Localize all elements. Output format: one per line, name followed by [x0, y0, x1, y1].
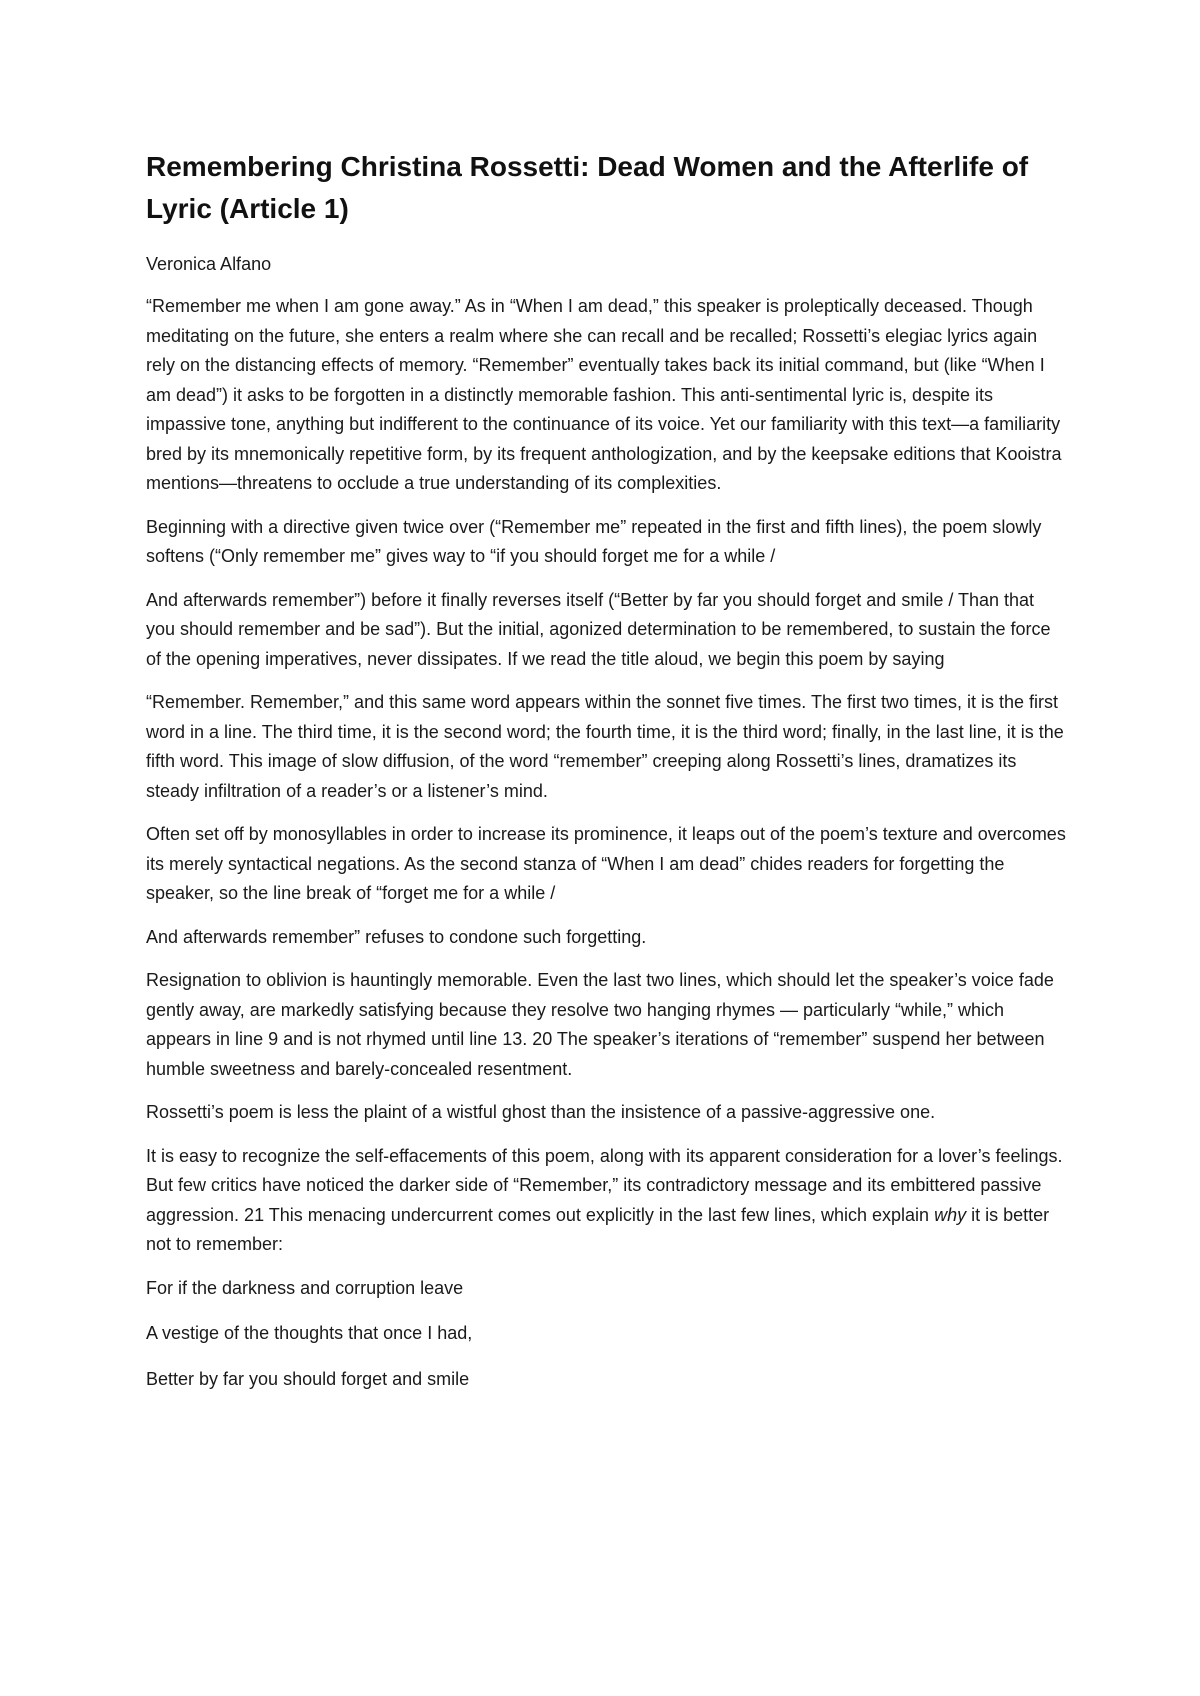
- paragraph-9-text-after: it is better not to remember:: [146, 1204, 1050, 1254]
- verse-line-3: Better by far you should forget and smile: [146, 1368, 470, 1389]
- paragraph-4: “Remember. Remember,” and this same word appears within the sonnet five times. The first two times, it is the first word in a line. The third time, it is the second word; the fourth time, it is the third word; finally, in the last line, it is the fifth word. This image of slow diffusion, of the word “remember” creeping along Rossetti’s lines, dramatizes its steady infiltration of a reader’s or a listener’s mind.: [146, 692, 1064, 801]
- paragraph-6: And afterwards remember” refuses to condone such forgetting.: [146, 926, 647, 947]
- paragraph-1: “Remember me when I am gone away.” As in “When I am dead,” this speaker is proleptically deceased. Though meditating on the future, she enters a realm where she can recall and be recalled; Rossetti’s elegiac lyrics again rely on the distancing effects of memory. “Remember” eventually takes back its initial command, but (like “When I am dead”) it asks to be forgotten in a distinctly memorable fashion. This anti-sentimental lyric is, despite its impassive tone, anything but indifferent to the continuance of its voice. Yet our familiarity with this text—a familiarity bred by its mnemonically repetitive form, by its frequent anthologization, and by the keepsake editions that Kooistra mentions—threatens to occlude a true understanding of its complexities.: [146, 296, 1062, 493]
- paragraph-9: [146, 1142, 1066, 1260]
- verse-line-1: For if the darkness and corruption leave: [146, 1277, 464, 1298]
- paragraph-7: Resignation to oblivion is hauntingly memorable. Even the last two lines, which should let the speaker’s voice fade gently away, are markedly satisfying because they resolve two hanging rhymes — particularly “while,” which appears in line 9 and is not rhymed until line 13. 20 The speaker’s iterations of “remember” suspend her between humble sweetness and barely-concealed resentment.: [146, 970, 1054, 1079]
- document-body: [146, 146, 1066, 1410]
- verse-line-2: A vestige of the thoughts that once I had,: [146, 1323, 473, 1343]
- author-name: Veronica Alfano: [146, 254, 272, 274]
- paragraph-9-italic-word: why: [934, 1204, 967, 1225]
- paragraph-8: Rossetti’s poem is less the plaint of a wistful ghost than the insistence of a passive-aggressive one.: [146, 1102, 936, 1122]
- paragraph-9-text-before: It is easy to recognize the self-effacements of this poem, along with its apparent consideration for a lover’s feelings. But few critics have noticed the darker side of “Remember,” its contradictory message and its embittered passive aggression. 21 This menacing undercurrent comes out explicitly in the last few lines, which explain: [146, 1145, 1063, 1225]
- paragraph-3: And afterwards remember”) before it finally reverses itself (“Better by far you should forget and smile / Than that you should remember and be sad”). But the initial, agonized determination to be remembered, to sustain the force of the opening imperatives, never dissipates. If we read the title aloud, we begin this poem by saying: [146, 589, 1051, 669]
- paragraph-2: Beginning with a directive given twice over (“Remember me” repeated in the first and fifth lines), the poem slowly softens (“Only remember me” gives way to “if you should forget me for a while /: [146, 516, 1042, 566]
- paragraph-5: Often set off by monosyllables in order to increase its prominence, it leaps out of the poem’s texture and overcomes its merely syntactical negations. As the second stanza of “When I am dead” chides readers for forgetting the speaker, so the line break of “forget me for a while /: [146, 824, 1066, 903]
- document-title: Remembering Christina Rossetti: Dead Women and the Afterlife of Lyric (Article 1): [146, 151, 1029, 224]
